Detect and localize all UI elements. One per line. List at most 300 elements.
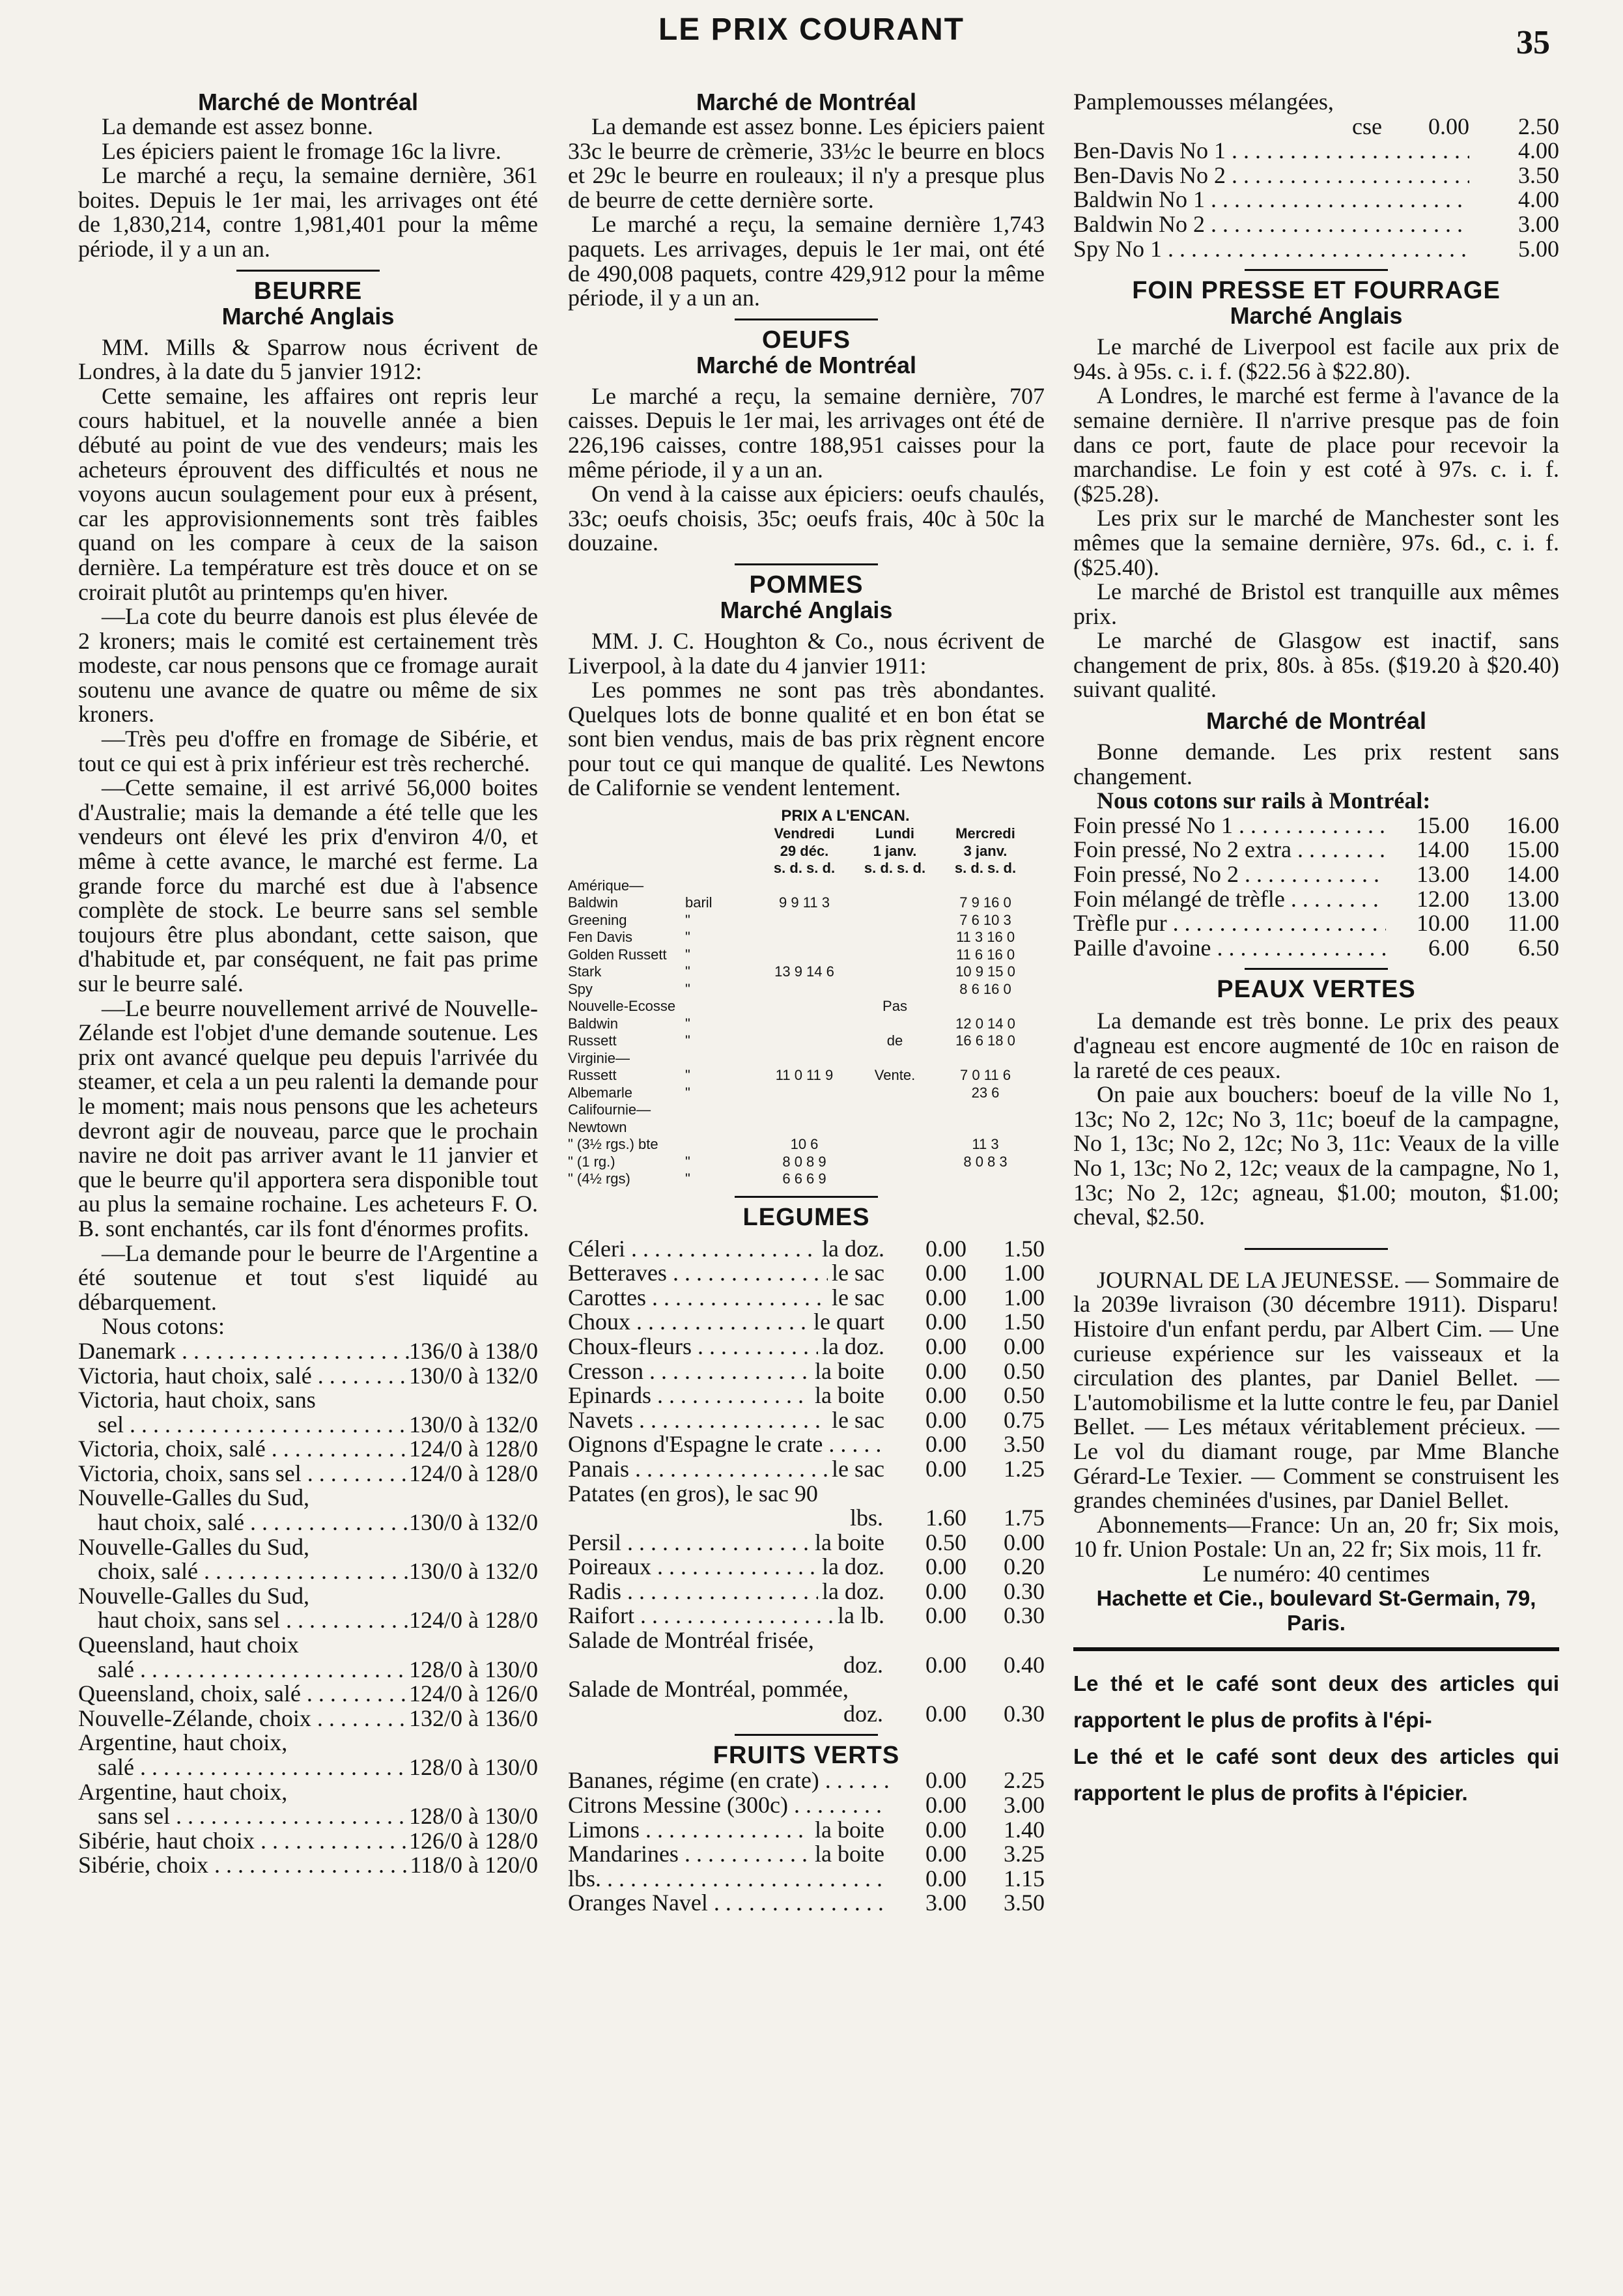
section-divider	[1245, 269, 1388, 271]
item-name: Spy No 1 . . .	[1073, 237, 1469, 262]
auction-row	[568, 998, 1045, 1015]
auction-price-monday	[853, 1084, 937, 1102]
fruit-price-list	[568, 1768, 1045, 1916]
price-min: 0.00	[925, 1700, 967, 1727]
price: 118/0 à 120/0	[410, 1852, 538, 1878]
journal-publisher: Hachette et Cie., boulevard St-Germain, 79, Paris.	[1096, 1586, 1536, 1636]
paragraph: Le marché de Bristol est tranquille aux mêmes prix.	[1073, 578, 1559, 629]
auction-price-friday	[755, 1119, 853, 1137]
item-name: Citrons Messine (300c) . . .	[568, 1793, 888, 1818]
paragraph: Bonne demande. Les prix restent sans changement.	[1073, 739, 1559, 789]
price-line	[78, 1633, 538, 1658]
paragraph: On paie aux bouchers: boeuf de la ville No 1, 13c; No 2, 12c; No 3, 11c; boeuf de la campagne, No 1, 13c; No 2, 12c; No 3, 11c: Veaux de la ville No 1, 13c; No 2, 12c; veaux de la campagne, No 1, 13c; No 2, 12c; agneau, $1.00; mouton, $1.00; cheval, $2.50.	[1073, 1081, 1559, 1230]
auction-unit	[685, 1119, 755, 1137]
price-min: 0.00	[925, 1792, 967, 1819]
price-line	[1073, 90, 1559, 115]
price-line	[568, 1677, 1045, 1702]
auction-price-wednesday: 8 6 16 0	[959, 980, 1011, 997]
price-max: 15.00	[1506, 836, 1559, 863]
section-heading: Marché de Montréal	[197, 89, 419, 115]
item-unit: cse	[1352, 113, 1382, 139]
section-title-fruits: FRUITS VERTS	[713, 1742, 900, 1770]
auction-price-wednesday: 10 9 15 0	[955, 963, 1015, 980]
paragraph: —Le beurre nouvellement arrivé de Nouvelle-Zélande est l'objet d'une demande soutenue. Les prix ont avancé quelque peu depuis l'arrivée du steamer, et cela a un peu ralenti la demande pour le moment; mais nous pensons que les acheteurs devront agir de nouveau, parce que le prochain navire ne doit pas arriver avant le 11 janvier et que le beurre qu'il apportera sera disponible tout au plus la semaine rochaine. Les acheteurs F. O. B. sont enchantés, car ils font d'énormes profits.	[78, 995, 538, 1241]
auction-price-friday: 10 6	[790, 1136, 819, 1153]
item-name: Radis . . .	[568, 1580, 818, 1604]
price-line	[78, 1731, 538, 1755]
price-line	[78, 1339, 538, 1364]
price-min: 0.00	[925, 1455, 967, 1482]
item-name: Panais . . .	[568, 1457, 828, 1482]
price-min: 3.00	[925, 1890, 967, 1916]
item-name: Ben-Davis No 1 . . .	[1073, 139, 1469, 163]
price-line	[78, 1559, 538, 1584]
price: 3.50	[1518, 162, 1559, 188]
item-unit: la boite	[815, 1357, 884, 1384]
price: 130/0 à 132/0	[409, 1411, 538, 1438]
price-line	[568, 1383, 1045, 1408]
auction-table-title: PRIX A L'ENCAN.	[781, 807, 910, 825]
price-min: 0.00	[1428, 113, 1469, 139]
auction-price-monday: Pas	[882, 998, 907, 1015]
price-min: 14.00	[1417, 836, 1469, 863]
price: 128/0 à 130/0	[409, 1803, 538, 1830]
auction-unit: "	[685, 929, 690, 946]
item-name: Pamplemousses mélangées,	[1073, 90, 1334, 115]
auction-variety: Fen Davis	[568, 929, 633, 946]
price-line	[1073, 115, 1559, 139]
item-unit: le quart	[813, 1309, 884, 1335]
auction-price-monday	[853, 912, 937, 929]
price-max: 13.00	[1506, 885, 1559, 912]
price-line	[78, 1829, 538, 1854]
price-max: 1.50	[1004, 1235, 1045, 1262]
journal-title: LE PRIX COURANT	[658, 12, 965, 47]
cotons-label: Nous cotons sur rails à Montréal:	[1097, 787, 1431, 814]
cotons-label: Nous cotons:	[102, 1313, 225, 1340]
item-name: doz.	[843, 1652, 883, 1678]
auction-unit: "	[685, 946, 690, 963]
auction-price-monday	[853, 1050, 937, 1068]
section-divider	[1245, 968, 1388, 970]
price-line	[78, 1437, 538, 1462]
item-name: Victoria, haut choix, sans	[78, 1388, 316, 1413]
auction-date: 1 janv.	[873, 842, 917, 859]
auction-date: 29 déc.	[780, 842, 829, 859]
vegetable-price-list	[568, 1237, 1045, 1727]
item-name: Argentine, haut choix,	[78, 1731, 288, 1755]
price-max: 14.00	[1506, 861, 1559, 888]
section-title-legumes: LEGUMES	[742, 1203, 870, 1231]
auction-price-friday: 6 6 6 9	[782, 1170, 826, 1187]
auction-price-wednesday: 23 6	[971, 1084, 1000, 1101]
auction-price-monday	[853, 1119, 937, 1137]
auction-unit: "	[685, 911, 690, 928]
paragraph: Les prix sur le marché de Manchester sont les mêmes que la semaine dernière, 97s. 6d., c. i. f. ($25.40).	[1073, 505, 1559, 580]
auction-price-friday	[755, 946, 853, 964]
price: 124/0 à 128/0	[409, 1460, 538, 1486]
price-min: 0.00	[925, 1382, 967, 1409]
section-heading: Marché de Montréal	[696, 89, 917, 115]
auction-row	[568, 1170, 1045, 1188]
price: 130/0 à 132/0	[409, 1558, 538, 1585]
auction-date: 3 janv.	[963, 842, 1008, 859]
page-number: 35	[1516, 24, 1550, 61]
item-name: Nouvelle-Galles du Sud,	[78, 1535, 309, 1560]
item-name: Foin mélangé de trèfle . . .	[1073, 887, 1386, 912]
item-name: Oranges Navel . . .	[568, 1891, 888, 1916]
auction-price-wednesday: 7 6 10 3	[959, 911, 1011, 928]
item-name: Navets . . .	[568, 1408, 828, 1433]
price-line	[568, 1531, 1045, 1555]
auction-price-wednesday: 11 3 16 0	[955, 929, 1015, 946]
item-name: haut choix, sans sel . . .	[98, 1608, 409, 1633]
price-line	[568, 1359, 1045, 1384]
price-max: 2.50	[1518, 113, 1559, 139]
price: 5.00	[1518, 235, 1559, 262]
auction-price-wednesday	[937, 1119, 1034, 1137]
auction-price-wednesday	[937, 1050, 1034, 1068]
auction-variety: Amérique—	[568, 877, 644, 894]
item-unit: la doz.	[822, 1578, 884, 1604]
paragraph: Le marché de Liverpool est facile aux prix de 94s. à 95s. c. i. f. ($22.56 à $22.80).	[1073, 333, 1559, 384]
item-name: Queensland, choix, salé . . .	[78, 1682, 409, 1707]
item-name: Choux . . .	[568, 1310, 810, 1335]
auction-price-wednesday	[937, 998, 1034, 1015]
price-min: 0.00	[925, 1602, 967, 1629]
item-name: Nouvelle-Zélande, choix . . .	[78, 1707, 409, 1731]
price-max: 6.50	[1518, 934, 1559, 961]
auction-price-wednesday: 11 6 16 0	[955, 946, 1015, 963]
paragraph: Le marché a reçu, la semaine dernière, 707 caisses. Depuis le 1er mai, les arrivages ont été de 226,196 caisses, contre 188,951 caisses pour la même période, il y a un an.	[568, 382, 1045, 483]
auction-row	[568, 1015, 1045, 1033]
price: 132/0 à 136/0	[409, 1705, 538, 1731]
price-min: 10.00	[1417, 910, 1469, 937]
price-line	[1073, 936, 1559, 961]
item-name: Trèfle pur . . .	[1073, 911, 1386, 936]
section-divider	[236, 270, 380, 272]
paragraph: Cette semaine, les affaires ont repris leur cours habituel, et la nouvelle année a bien débuté au point de vue des vendeurs; mais les acheteurs éprouvent des difficultés et nous ne voyons aucun soulagement pour eux à présent, car les approvisionnements sont très faibles quand on les compare à ceux de la saison dernière. La température est très douce et on se croirait plutôt au printemps qu'en hiver.	[78, 382, 538, 605]
auction-row	[568, 981, 1045, 999]
auction-price-friday	[755, 1101, 853, 1119]
price-line	[568, 1286, 1045, 1311]
auction-header-row	[568, 843, 1045, 860]
price-max: 1.40	[1004, 1816, 1045, 1843]
price-line	[568, 1335, 1045, 1359]
price-line	[568, 1604, 1045, 1628]
auction-price-monday	[853, 1136, 937, 1154]
price-max: 16.00	[1506, 812, 1559, 838]
price-line	[78, 1510, 538, 1535]
apple-price-list	[1073, 139, 1559, 261]
journal-price: Le numéro: 40 centimes	[1202, 1560, 1430, 1587]
auction-variety: Albemarle	[568, 1084, 633, 1101]
price-line	[568, 1408, 1045, 1433]
section-divider	[735, 1734, 878, 1736]
price-max: 0.50	[1004, 1357, 1045, 1384]
item-name: sans sel . . .	[98, 1804, 409, 1829]
item-unit: le sac	[832, 1406, 884, 1433]
price-line	[1073, 237, 1559, 262]
auction-variety: Russett	[568, 1067, 617, 1084]
price-max: 1.75	[1004, 1505, 1045, 1531]
auction-row	[568, 1101, 1045, 1119]
item-name: Danemark . . .	[78, 1339, 409, 1364]
auction-variety: Newtown	[568, 1118, 627, 1135]
price-line	[568, 1237, 1045, 1262]
item-name: Paille d'avoine . . .	[1073, 936, 1386, 961]
auction-variety: Spy	[568, 980, 593, 997]
price: 130/0 à 132/0	[409, 1362, 538, 1389]
auction-variety: Baldwin	[568, 894, 619, 911]
price-min: 0.00	[925, 1841, 967, 1867]
auction-price-friday	[755, 1032, 853, 1050]
item-unit: la doz.	[822, 1553, 884, 1580]
auction-variety: Golden Russett	[568, 946, 667, 963]
auction-unit	[685, 1050, 755, 1068]
price-line	[568, 1842, 1045, 1867]
auction-row	[568, 963, 1045, 981]
price-line	[568, 1793, 1045, 1818]
auction-unit	[685, 1136, 755, 1154]
section-heading: Marché de Montréal	[696, 351, 917, 378]
auction-price-friday	[755, 1015, 853, 1033]
price-max: 0.00	[1004, 1529, 1045, 1555]
item-name: Sibérie, haut choix . . .	[78, 1829, 409, 1854]
auction-variety: Nouvelle-Ecosse	[568, 998, 676, 1015]
item-name: choix, salé . . .	[98, 1559, 409, 1584]
price-line	[1073, 814, 1559, 838]
auction-row	[568, 877, 1045, 895]
item-name: Foin pressé No 1 . . .	[1073, 814, 1386, 838]
auction-unit: "	[685, 1084, 690, 1101]
auction-price-monday	[853, 1101, 937, 1119]
auction-price-wednesday: 11 3	[972, 1136, 999, 1153]
auction-unit: "	[685, 980, 690, 997]
paragraph: Le marché de Glasgow est inactif, sans changement de prix, 80s. à 85s. ($19.20 à $20.40) suivant qualité.	[1073, 627, 1559, 703]
paragraph: A Londres, le marché est ferme à l'avance de la semaine dernière. Il n'arrive presque pas de foin dans ce port, faute de place pour recevoir la marchandise. Le foin y est coté à 97s. c. i. f. ($25.28).	[1073, 382, 1559, 507]
auction-unit: s. d. s. d.	[864, 860, 926, 877]
item-name: Cresson . . .	[568, 1359, 811, 1384]
section-divider	[1245, 1248, 1388, 1250]
item-name: Salade de Montréal, pommée,	[568, 1677, 849, 1702]
hay-price-list	[1073, 814, 1559, 961]
paragraph: Les pommes ne sont pas très abondantes. Quelques lots de bonne qualité et en bon état se sont bien vendus, mais de bas prix règnent encore pour tout ce qui manque de qualité. Les Newtons de Californie se vendent lentement.	[568, 677, 1045, 801]
price: 128/0 à 130/0	[409, 1754, 538, 1780]
auction-price-monday: Vente.	[874, 1067, 916, 1084]
auction-row	[568, 1050, 1045, 1068]
price: 124/0 à 126/0	[409, 1680, 538, 1707]
price-line	[78, 1388, 538, 1413]
price-line	[1073, 188, 1559, 212]
price-line	[568, 1653, 1045, 1678]
price-max: 1.15	[1004, 1865, 1045, 1892]
auction-price-monday	[853, 929, 937, 946]
item-unit: la boite	[815, 1816, 884, 1843]
price-line	[1073, 887, 1559, 912]
price-min: 12.00	[1417, 885, 1469, 912]
auction-header-row	[568, 860, 1045, 877]
auction-unit	[685, 1101, 755, 1119]
price-line	[78, 1462, 538, 1486]
item-name: Victoria, choix, salé . . .	[78, 1437, 409, 1462]
auction-price-friday: 9 9 11 3	[779, 894, 830, 911]
price-max: 3.25	[1004, 1841, 1045, 1867]
paragraph: La demande est assez bonne.	[102, 113, 373, 139]
item-unit: la doz.	[822, 1235, 884, 1262]
item-name: Poireaux . . .	[568, 1555, 818, 1580]
price-max: 0.75	[1004, 1406, 1045, 1433]
item-name: Baldwin No 1 . . .	[1073, 188, 1469, 212]
price-max: 0.30	[1004, 1700, 1045, 1727]
auction-price-friday	[755, 998, 853, 1015]
auction-row	[568, 1136, 1045, 1154]
item-name: Betteraves . . .	[568, 1261, 828, 1286]
price-line	[1073, 139, 1559, 163]
paragraph: —La demande pour le beurre de l'Argentine a été soutenue et tout s'est liquidé au débarquement.	[78, 1240, 538, 1315]
item-name: lbs. . . .	[568, 1867, 888, 1892]
price: 130/0 à 132/0	[409, 1509, 538, 1536]
section-heading: Marché de Montréal	[1206, 707, 1427, 735]
auction-price-friday	[755, 877, 853, 895]
price-max: 0.50	[1004, 1382, 1045, 1409]
auction-variety: " (3½ rgs.) bte	[568, 1136, 658, 1153]
section-divider	[735, 563, 878, 565]
paragraph: Abonnements—France: Un an, 20 fr; Six mois, 10 fr. Union Postale: Un an, 22 fr; Six mois, 11 fr.	[1073, 1511, 1559, 1563]
auction-row	[568, 1119, 1045, 1137]
auction-unit	[685, 998, 755, 1015]
price-line	[78, 1486, 538, 1510]
price: 124/0 à 128/0	[409, 1436, 538, 1462]
auction-unit: "	[685, 1015, 690, 1032]
price-min: 0.00	[925, 1431, 967, 1458]
auction-variety: Russett	[568, 1032, 617, 1049]
auction-price-wednesday	[937, 1170, 1034, 1188]
advertisement: Le thé et le café sont deux des articles qui rapportent le plus de profits à l'épi-	[1073, 1671, 1559, 1732]
section-divider	[735, 1196, 878, 1198]
price-line	[1073, 862, 1559, 887]
price-line	[78, 1755, 538, 1780]
auction-unit: s. d. s. d.	[954, 860, 1017, 877]
paragraph: MM. J. C. Houghton & Co., nous écrivent de Liverpool, à la date du 4 janvier 1911:	[568, 627, 1045, 679]
item-unit: la lb.	[838, 1602, 884, 1629]
price-min: 0.00	[925, 1284, 967, 1311]
auction-day: Vendredi	[774, 825, 835, 842]
item-name: Choux-fleurs . . .	[568, 1335, 818, 1359]
price-line	[1073, 163, 1559, 188]
price-line	[78, 1658, 538, 1682]
section-divider	[735, 319, 878, 320]
auction-row	[568, 1084, 1045, 1102]
price-max: 3.00	[1004, 1792, 1045, 1819]
price-max: 1.25	[1004, 1455, 1045, 1482]
auction-variety: " (4½ rgs)	[568, 1170, 630, 1187]
section-title-beurre: BEURRE	[253, 277, 363, 305]
auction-price-monday	[853, 946, 937, 964]
auction-price-wednesday	[937, 1101, 1034, 1119]
auction-price-friday	[755, 1084, 853, 1102]
price-line	[1073, 838, 1559, 862]
item-name: Epinards . . .	[568, 1383, 811, 1408]
section-heading: Marché Anglais	[1230, 302, 1403, 330]
price-max: 0.30	[1004, 1578, 1045, 1604]
price-line	[78, 1853, 538, 1878]
auction-variety: Baldwin	[568, 1015, 619, 1032]
item-name: salé . . .	[98, 1755, 409, 1780]
price-min: 0.50	[925, 1529, 967, 1555]
item-name: Oignons d'Espagne le crate . . .	[568, 1432, 888, 1457]
paragraph: —Très peu d'offre en fromage de Sibérie, et tout ce qui est à prix inférieur est très recherché.	[78, 726, 538, 776]
price-max: 0.00	[1004, 1333, 1045, 1359]
item-name: Victoria, choix, sans sel . . .	[78, 1462, 409, 1486]
price-line	[78, 1707, 538, 1731]
auction-price-wednesday	[937, 877, 1034, 895]
price-min: 0.00	[925, 1816, 967, 1843]
item-name: Raifort . . .	[568, 1604, 834, 1628]
auction-row	[568, 1032, 1045, 1050]
item-name: Baldwin No 2 . . .	[1073, 212, 1469, 237]
paragraph: —La cote du beurre danois est plus élevée de 2 kroners; mais le comité est certainement très modeste, car nous pensons que ce fromage aurait soutenu une avance de quatre ou même de six kroners.	[78, 603, 538, 728]
item-unit: la doz.	[822, 1333, 884, 1359]
price-line	[78, 1608, 538, 1633]
item-name: Carottes . . .	[568, 1286, 828, 1311]
auction-variety: Califournie—	[568, 1101, 651, 1118]
auction-price-friday	[755, 912, 853, 929]
price-max: 11.00	[1507, 910, 1559, 937]
auction-header-row	[568, 825, 1045, 843]
price-line	[1073, 911, 1559, 936]
price-min: 0.00	[925, 1309, 967, 1335]
auction-price-monday	[853, 1015, 937, 1033]
section-title-foin: FOIN PRESSE ET FOURRAGE	[1132, 277, 1501, 305]
item-name: Foin pressé, No 2 . . .	[1073, 862, 1386, 887]
column-1	[78, 90, 538, 1878]
auction-price-monday	[853, 981, 937, 999]
price: 136/0 à 138/0	[409, 1337, 538, 1364]
auction-price-friday	[755, 981, 853, 999]
price-line	[78, 1584, 538, 1609]
price-line	[568, 1506, 1045, 1531]
item-name: Foin pressé, No 2 extra . . .	[1073, 838, 1386, 862]
item-unit: le sac	[832, 1284, 884, 1311]
price-min: 0.00	[925, 1553, 967, 1580]
paragraph: JOURNAL DE LA JEUNESSE. — Sommaire de la 2039e livraison (30 décembre 1911). Disparu! Histoire d'un enfant perdu, par Albert Cim. — Une curieuse expérience sur les vaisseaux et la circulation des plantes, par Daniel Bellet. — L'automobilisme et la lutte contre le feu, par Daniel Bellet. — Les métaux véritablement précieux. — Le vol du diamant rouge, par Mme Blanche Gérard-Le Texier. — Comment se construisent les grandes cheminées d'usines, par Daniel Bellet.	[1073, 1266, 1559, 1514]
auction-price-friday: 11 0 11 9	[775, 1067, 834, 1084]
auction-price-monday: de	[886, 1032, 903, 1049]
price-line	[568, 1891, 1045, 1916]
auction-unit	[685, 877, 755, 895]
price-max: 0.40	[1004, 1651, 1045, 1678]
item-name: lbs.	[849, 1506, 883, 1531]
auction-unit: baril	[685, 894, 713, 911]
price-min: 6.00	[1428, 934, 1469, 961]
paragraph: Le marché a reçu, la semaine dernière 1,743 paquets. Les arrivages, depuis le 1er mai, ont été de 490,008 paquets, contre 429,912 pour la même période, il y a un an.	[568, 211, 1045, 311]
auction-row	[568, 894, 1045, 912]
paragraph: MM. Mills & Sparrow nous écrivent de Londres, à la date du 5 janvier 1912:	[78, 333, 538, 385]
price-max: 3.50	[1004, 1431, 1045, 1458]
item-unit: la boite	[815, 1382, 884, 1409]
price-line	[568, 1457, 1045, 1482]
item-name: Victoria, haut choix, salé . . .	[78, 1364, 409, 1389]
auction-price-friday	[755, 929, 853, 946]
item-name: Sibérie, choix . . .	[78, 1853, 410, 1878]
price-line	[1073, 212, 1559, 237]
section-title-oeufs: OEUFS	[762, 326, 851, 354]
paragraph: —Cette semaine, il est arrivé 56,000 boites d'Australie; mais la demande a été telle que les vendeurs ont élevé les prix d'environ 4/0, et même à cette avance, le marché est ferme. La grande force du marché est due à l'absence complète de stock. Le beurre sans sel semble toujours être plus abondant, cette saison, que d'habitude et, par conséquent, ne fait pas prime sur le beurre salé.	[78, 774, 538, 997]
auction-price-wednesday: 7 0 11 6	[960, 1067, 1011, 1084]
auction-variety: Greening	[568, 911, 627, 928]
auction-price-friday: 8 0 8 9	[782, 1153, 826, 1170]
